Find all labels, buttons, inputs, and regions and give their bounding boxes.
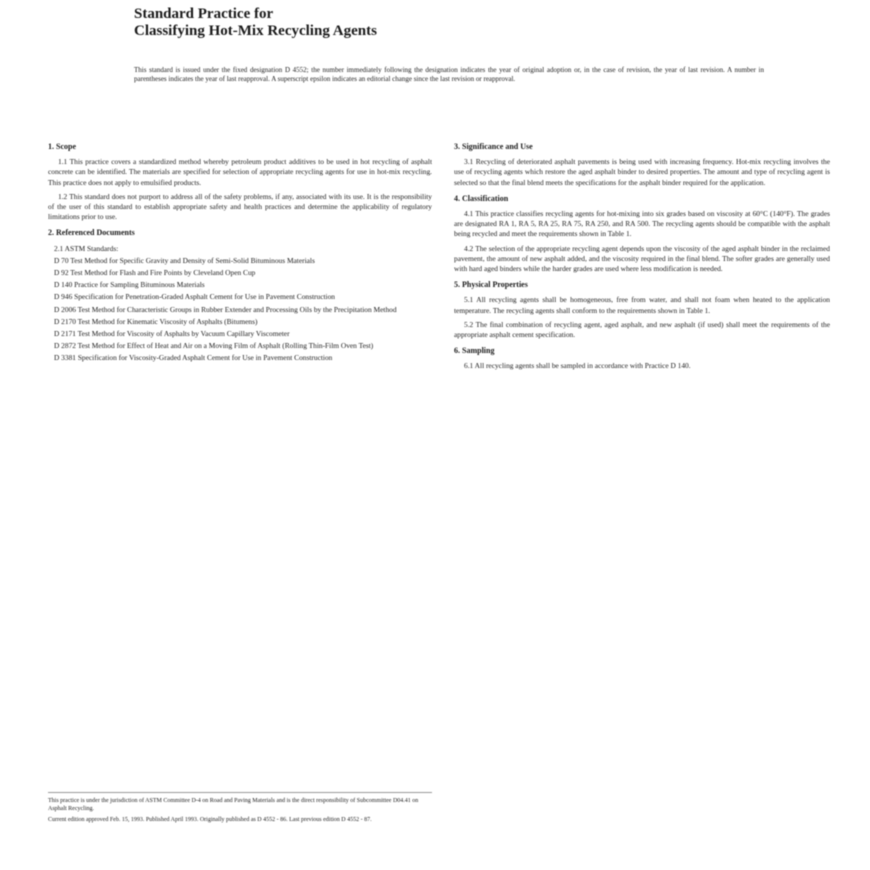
sampling-paragraph: 6.1 All recycling agents shall be sampled in accordance with Practice D 140.	[464, 361, 691, 371]
footnote: This practice is under the jurisdiction of ASTM Committee D-4 on Road and Paving Materials and is the direct responsibility of Subcommittee D04.41 on Asphalt Recycling.	[48, 798, 419, 812]
footnote: Current edition approved Feb. 15, 1993. Published April 1993. Originally published as D 4552 - 86. Last previous edition D 4552 - 87.	[48, 817, 372, 823]
reference-item: D 92 Test Method for Flash and Fire Points by Cleveland Open Cup	[54, 268, 256, 278]
physical-properties-paragraph: 5.2 The final combination of recycling agent, aged asphalt, and new asphalt (if used) shall meet the requirements of the appropriate asphalt cement specification.	[454, 319, 830, 340]
reference-item: D 2006 Test Method for Characteristic Groups in Rubber Extender and Processing Oils by the Precipitation Method	[54, 304, 397, 314]
document-title-line-2: Classifying Hot-Mix Recycling Agents	[134, 23, 377, 39]
scope-paragraph: 1.1 This practice covers a standardized method whereby petroleum product additives to be used in hot recycling of asphalt concrete can be identified. The materials are specified for selection of appropriate recycling agents for use in hot-mix recycling. This practice does not apply to emulsified products.	[48, 157, 432, 187]
footnotes	[48, 792, 432, 827]
classification-paragraph: 4.1 This practice classifies recycling agents for hot-mixing into six grades based on viscosity at 60°C (140°F). The grades are designated RA 1, RA 5, RA 25, RA 75, RA 250, and RA 500. The recycling agents should be compatible with the asphalt being recycled and meet the requirements shown in Table 1.	[454, 209, 830, 239]
section-heading-physical-properties: 5. Physical Properties	[454, 280, 528, 290]
reference-item: D 140 Practice for Sampling Bituminous Materials	[54, 280, 205, 290]
reference-item: D 2171 Test Method for Viscosity of Asphalts by Vacuum Capillary Viscometer	[54, 329, 290, 339]
reference-item: D 70 Test Method for Specific Gravity and Density of Semi-Solid Bituminous Materials	[54, 255, 315, 265]
reference-item: D 3381 Specification for Viscosity-Graded Asphalt Cement for Use in Pavement Construction	[54, 353, 333, 363]
reference-list	[48, 244, 432, 364]
reference-item: D 2170 Test Method for Kinematic Viscosity of Asphalts (Bitumens)	[54, 316, 258, 326]
reference-item: D 2872 Test Method for Effect of Heat and Air on a Moving Film of Asphalt (Rolling Thin-Film Oven Test)	[54, 341, 374, 351]
title-block	[134, 6, 774, 40]
reference-item: 2.1 ASTM Standards:	[54, 243, 119, 253]
physical-properties-paragraph: 5.1 All recycling agents shall be homogeneous, free from water, and shall not foam when heated to the application temperature. The recycling agents shall conform to the requirements shown in Table 1.	[454, 295, 830, 315]
classification-paragraph: 4.2 The selection of the appropriate recycling agent depends upon the viscosity of the aged asphalt binder in the reclaimed pavement, the amount of new asphalt added, and the viscosity required in the final blend. The softer grades are generally used with hard aged binders while the harder grades are used where less modification is needed.	[454, 243, 830, 274]
right-column	[454, 136, 830, 376]
document-abstract: This standard is issued under the fixed designation D 4552; the number immediately following the designation indicates the year of original adoption or, in the case of revision, the year of last revision. A number in parentheses indicates the year of last reapproval. A superscript epsilon indicates an editorial change since the last revision or reapproval.	[134, 66, 764, 83]
left-column	[48, 136, 432, 366]
significance-paragraph: 3.1 Recycling of deteriorated asphalt pavements is being used with increasing frequency. Hot-mix recycling involves the use of recycling agents which restore the aged asphalt binder to desired properties. The amount and type of recycling agent is selected so that the final blend meets the specifications for the asphalt binder required for the application.	[454, 157, 830, 187]
reference-item: D 946 Specification for Penetration-Graded Asphalt Cement for Use in Pavement Construction	[54, 292, 335, 302]
scope-paragraph: 1.2 This standard does not purport to address all of the safety problems, if any, associated with its use. It is the responsibility of the user of this standard to establish appropriate safety and health practices and determine the applicability of regulatory limitations prior to use.	[48, 191, 432, 222]
section-heading-classification: 4. Classification	[454, 193, 509, 203]
section-heading-scope: 1. Scope	[48, 142, 76, 151]
document-title-line-1: Standard Practice for	[134, 6, 274, 22]
section-heading-significance: 3. Significance and Use	[454, 142, 533, 151]
section-heading-sampling: 6. Sampling	[454, 346, 495, 356]
section-heading-references: 2. Referenced Documents	[48, 228, 135, 238]
